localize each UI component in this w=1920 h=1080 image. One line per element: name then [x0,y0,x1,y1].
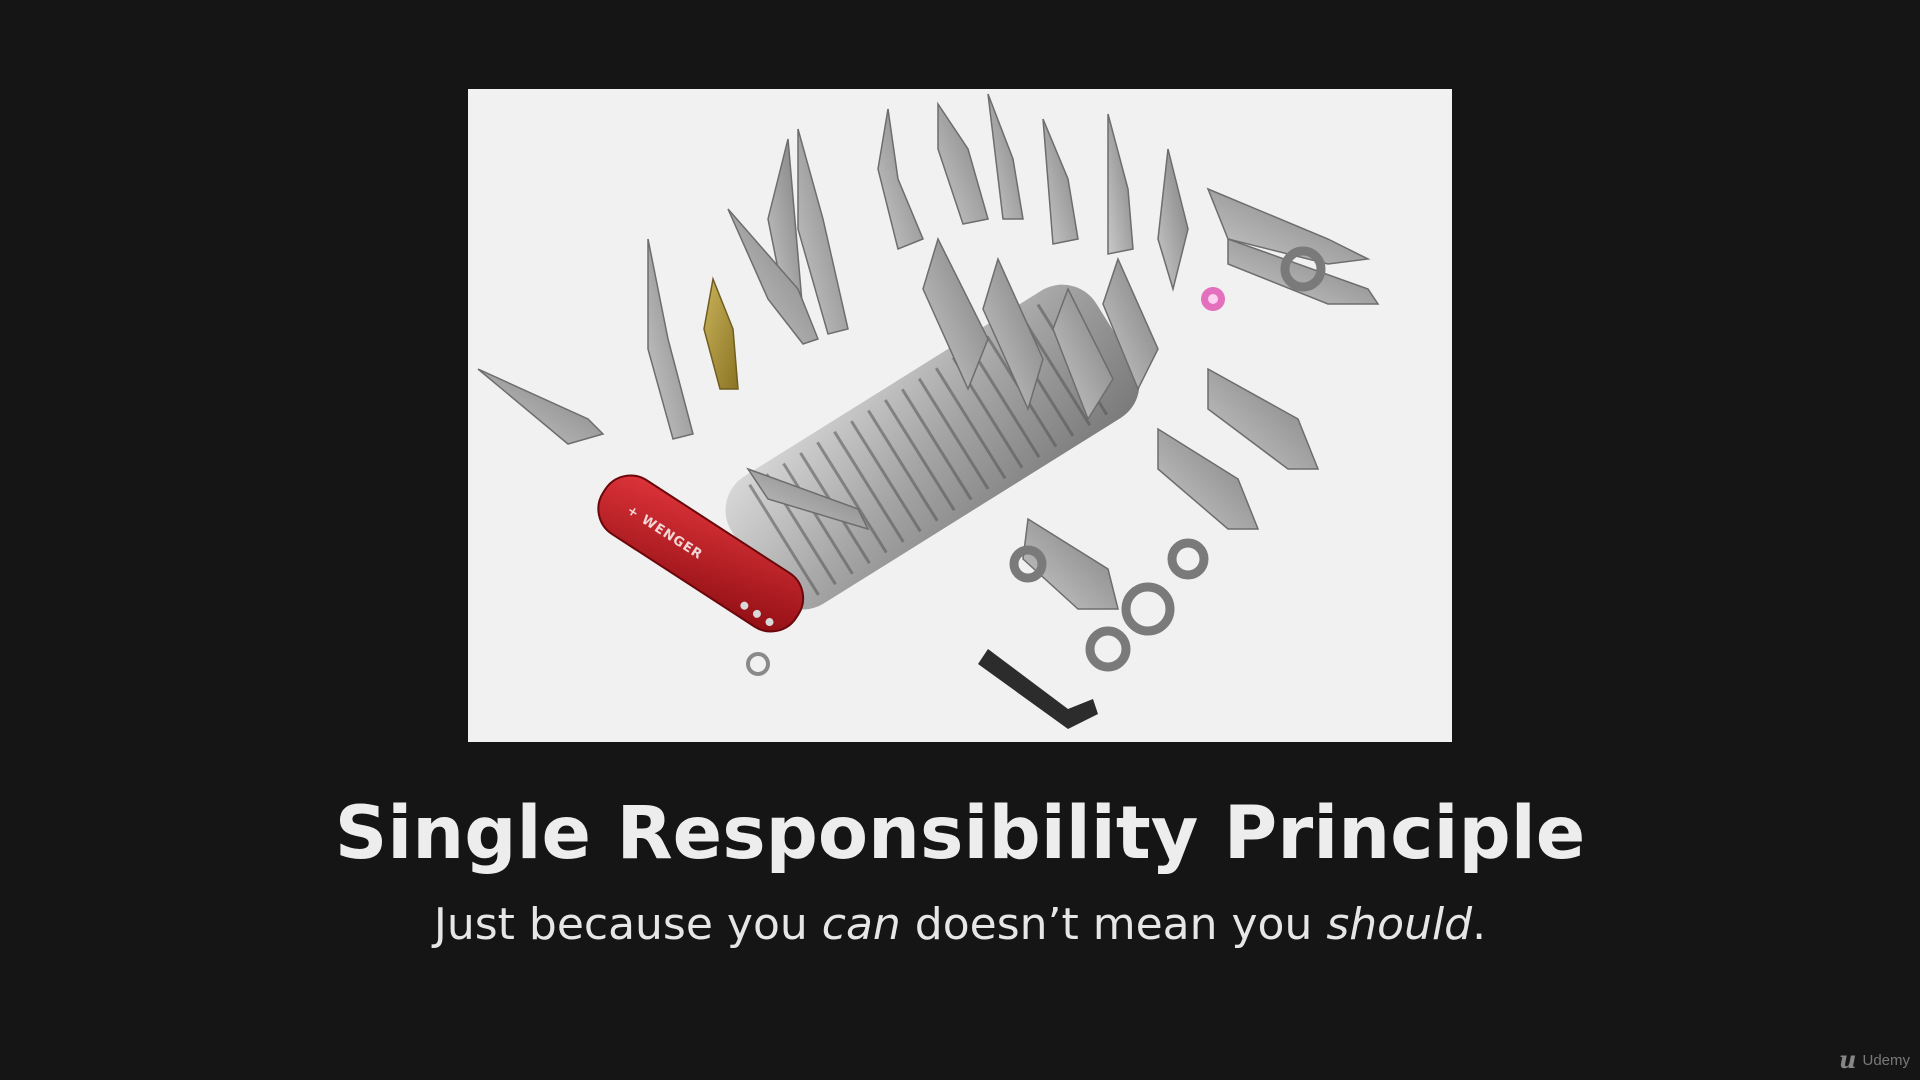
slide-subtitle [0,893,1920,957]
udemy-logo-icon: u [1839,1045,1857,1074]
subtitle-part: doesn’t mean you [900,899,1327,950]
slide-title: Single Responsibility Principle [334,791,1586,876]
swiss-army-knife-image [468,89,1452,742]
udemy-watermark [1839,1045,1910,1074]
udemy-label: Udemy [1862,1051,1910,1069]
swiss-army-knife-icon [468,89,1452,742]
subtitle-emphasis-can: can [821,899,901,950]
subtitle-emphasis-should: should [1326,899,1473,950]
subtitle-part: Just because you [433,899,822,950]
svg-text:+ WENGER: + WENGER [624,503,706,564]
subtitle-part: . [1472,899,1487,950]
